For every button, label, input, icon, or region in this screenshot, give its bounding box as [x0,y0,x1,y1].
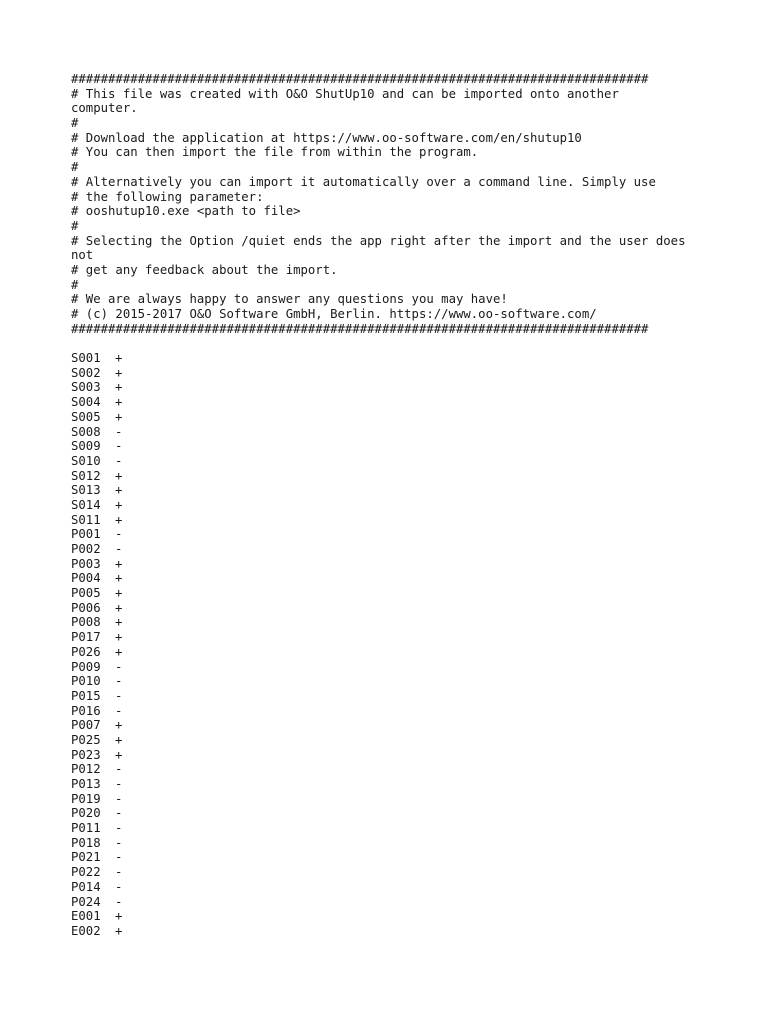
setting-id: P014 [71,879,101,894]
setting-state: - [115,674,123,689]
setting-state: + [115,409,123,424]
setting-id: S009 [71,439,101,454]
setting-id: S001 [71,351,101,366]
setting-state: + [115,732,123,747]
setting-row [71,836,711,851]
setting-state: + [115,600,123,615]
header-line: ############################################################################## [71,321,649,336]
header-line: # [71,277,79,292]
setting-row [71,527,711,542]
setting-state: - [115,821,123,836]
setting-id: S004 [71,395,101,410]
header-line: # Download the application at https://www.oo-software.com/en/shutup10 [71,130,582,145]
setting-state: + [115,909,123,924]
setting-id: P024 [71,894,101,909]
setting-id: P023 [71,747,101,762]
setting-row [71,630,711,645]
setting-row [71,777,711,792]
setting-row [71,351,711,366]
setting-state: - [115,688,123,703]
setting-state: - [115,659,123,674]
setting-id: P006 [71,600,101,615]
header-line: # get any feedback about the import. [71,262,338,277]
settings-list [71,351,711,939]
setting-row [71,454,711,469]
setting-row [71,645,711,660]
setting-id: S011 [71,512,101,527]
setting-state: + [115,571,123,586]
setting-row [71,483,711,498]
setting-state: + [115,497,123,512]
setting-row [71,513,711,528]
setting-row [71,718,711,733]
header-line: # [71,116,79,131]
setting-state: - [115,527,123,542]
setting-row [71,557,711,572]
setting-state: + [115,395,123,410]
setting-row [71,601,711,616]
setting-id: P005 [71,586,101,601]
setting-state: - [115,894,123,909]
setting-row [71,850,711,865]
setting-state: + [115,615,123,630]
setting-row [71,469,711,484]
setting-row [71,865,711,880]
setting-id: P018 [71,835,101,850]
setting-row [71,748,711,763]
setting-row [71,615,711,630]
blank-line [71,336,711,351]
setting-state: - [115,777,123,791]
setting-state: + [115,483,123,498]
setting-state: + [115,923,123,938]
setting-row [71,660,711,675]
setting-row [71,439,711,454]
setting-id: P019 [71,791,101,806]
setting-id: P025 [71,732,101,747]
setting-id: E002 [71,923,101,938]
setting-row [71,586,711,601]
setting-id: P007 [71,718,101,733]
header-line: # [71,218,79,233]
setting-state: + [115,718,123,733]
setting-id: P013 [71,777,101,791]
setting-state: - [115,879,123,894]
setting-state: + [115,365,123,380]
setting-state: + [115,351,123,366]
setting-state: - [115,762,123,777]
setting-state: - [115,542,123,556]
setting-id: P015 [71,688,101,703]
setting-id: P008 [71,615,101,630]
setting-row [71,366,711,381]
setting-id: P016 [71,703,101,718]
setting-state: - [115,835,123,850]
setting-id: P009 [71,659,101,674]
setting-row [71,571,711,586]
setting-id: P002 [71,542,101,556]
setting-state: - [115,850,123,865]
setting-id: P022 [71,865,101,880]
setting-row [71,395,711,410]
setting-id: S008 [71,424,101,439]
setting-state: - [115,806,123,821]
setting-row [71,792,711,807]
header-line: # [71,160,79,175]
setting-state: - [115,865,123,880]
setting-id: P017 [71,630,101,645]
setting-id: P010 [71,674,101,689]
setting-row [71,674,711,689]
header-line: not [71,248,94,263]
setting-state: - [115,424,123,439]
setting-state: + [115,747,123,762]
setting-id: P004 [71,571,101,586]
header-line: # You can then import the file from within the program. [71,145,479,160]
setting-id: S003 [71,380,101,395]
setting-id: S005 [71,409,101,424]
setting-row [71,704,711,719]
header-line: # ooshutup10.exe <path to file> [71,204,301,219]
document-page [71,72,711,939]
header-line: # (c) 2015-2017 O&O Software GmbH, Berlin. https://www.oo-software.com/ [71,307,597,321]
setting-row [71,542,711,557]
setting-state: + [115,630,123,645]
setting-id: P020 [71,806,101,821]
setting-state: - [115,453,123,468]
setting-row [71,689,711,704]
setting-row [71,733,711,748]
setting-id: P011 [71,821,101,836]
header-line: computer. [71,101,138,116]
setting-row [71,498,711,513]
setting-id: S013 [71,483,101,498]
setting-row [71,909,711,924]
setting-row [71,821,711,836]
setting-row [71,425,711,440]
setting-row [71,806,711,821]
setting-state: - [115,703,123,718]
header-line: ############################################################################## [71,72,649,86]
setting-state: + [115,512,123,527]
setting-state: + [115,380,123,395]
header-line: # Alternatively you can import it automatically over a command line. Simply use [71,174,656,189]
setting-state: + [115,556,123,571]
setting-id: P026 [71,644,101,659]
setting-state: + [115,586,123,601]
setting-row [71,924,711,939]
setting-id: P003 [71,556,101,571]
header-line: # the following parameter: [71,189,264,204]
setting-id: S010 [71,453,101,468]
header-line: # This file was created with O&O ShutUp10 and can be imported onto another [71,86,619,101]
setting-state: + [115,644,123,659]
setting-id: P012 [71,762,101,777]
setting-row [71,410,711,425]
header-line: # We are always happy to answer any questions you may have! [71,292,508,307]
setting-state: - [115,439,123,454]
setting-row [71,762,711,777]
setting-row [71,880,711,895]
setting-id: E001 [71,909,101,924]
setting-id: P001 [71,527,101,542]
setting-state: + [115,468,123,483]
setting-state: - [115,791,123,806]
setting-row [71,895,711,910]
header-line: # Selecting the Option /quiet ends the app right after the import and the user does [71,233,686,248]
header-comment-block [71,72,711,336]
setting-id: S014 [71,497,101,512]
setting-id: P021 [71,850,101,865]
setting-row [71,380,711,395]
setting-id: S012 [71,468,101,483]
setting-id: S002 [71,365,101,380]
